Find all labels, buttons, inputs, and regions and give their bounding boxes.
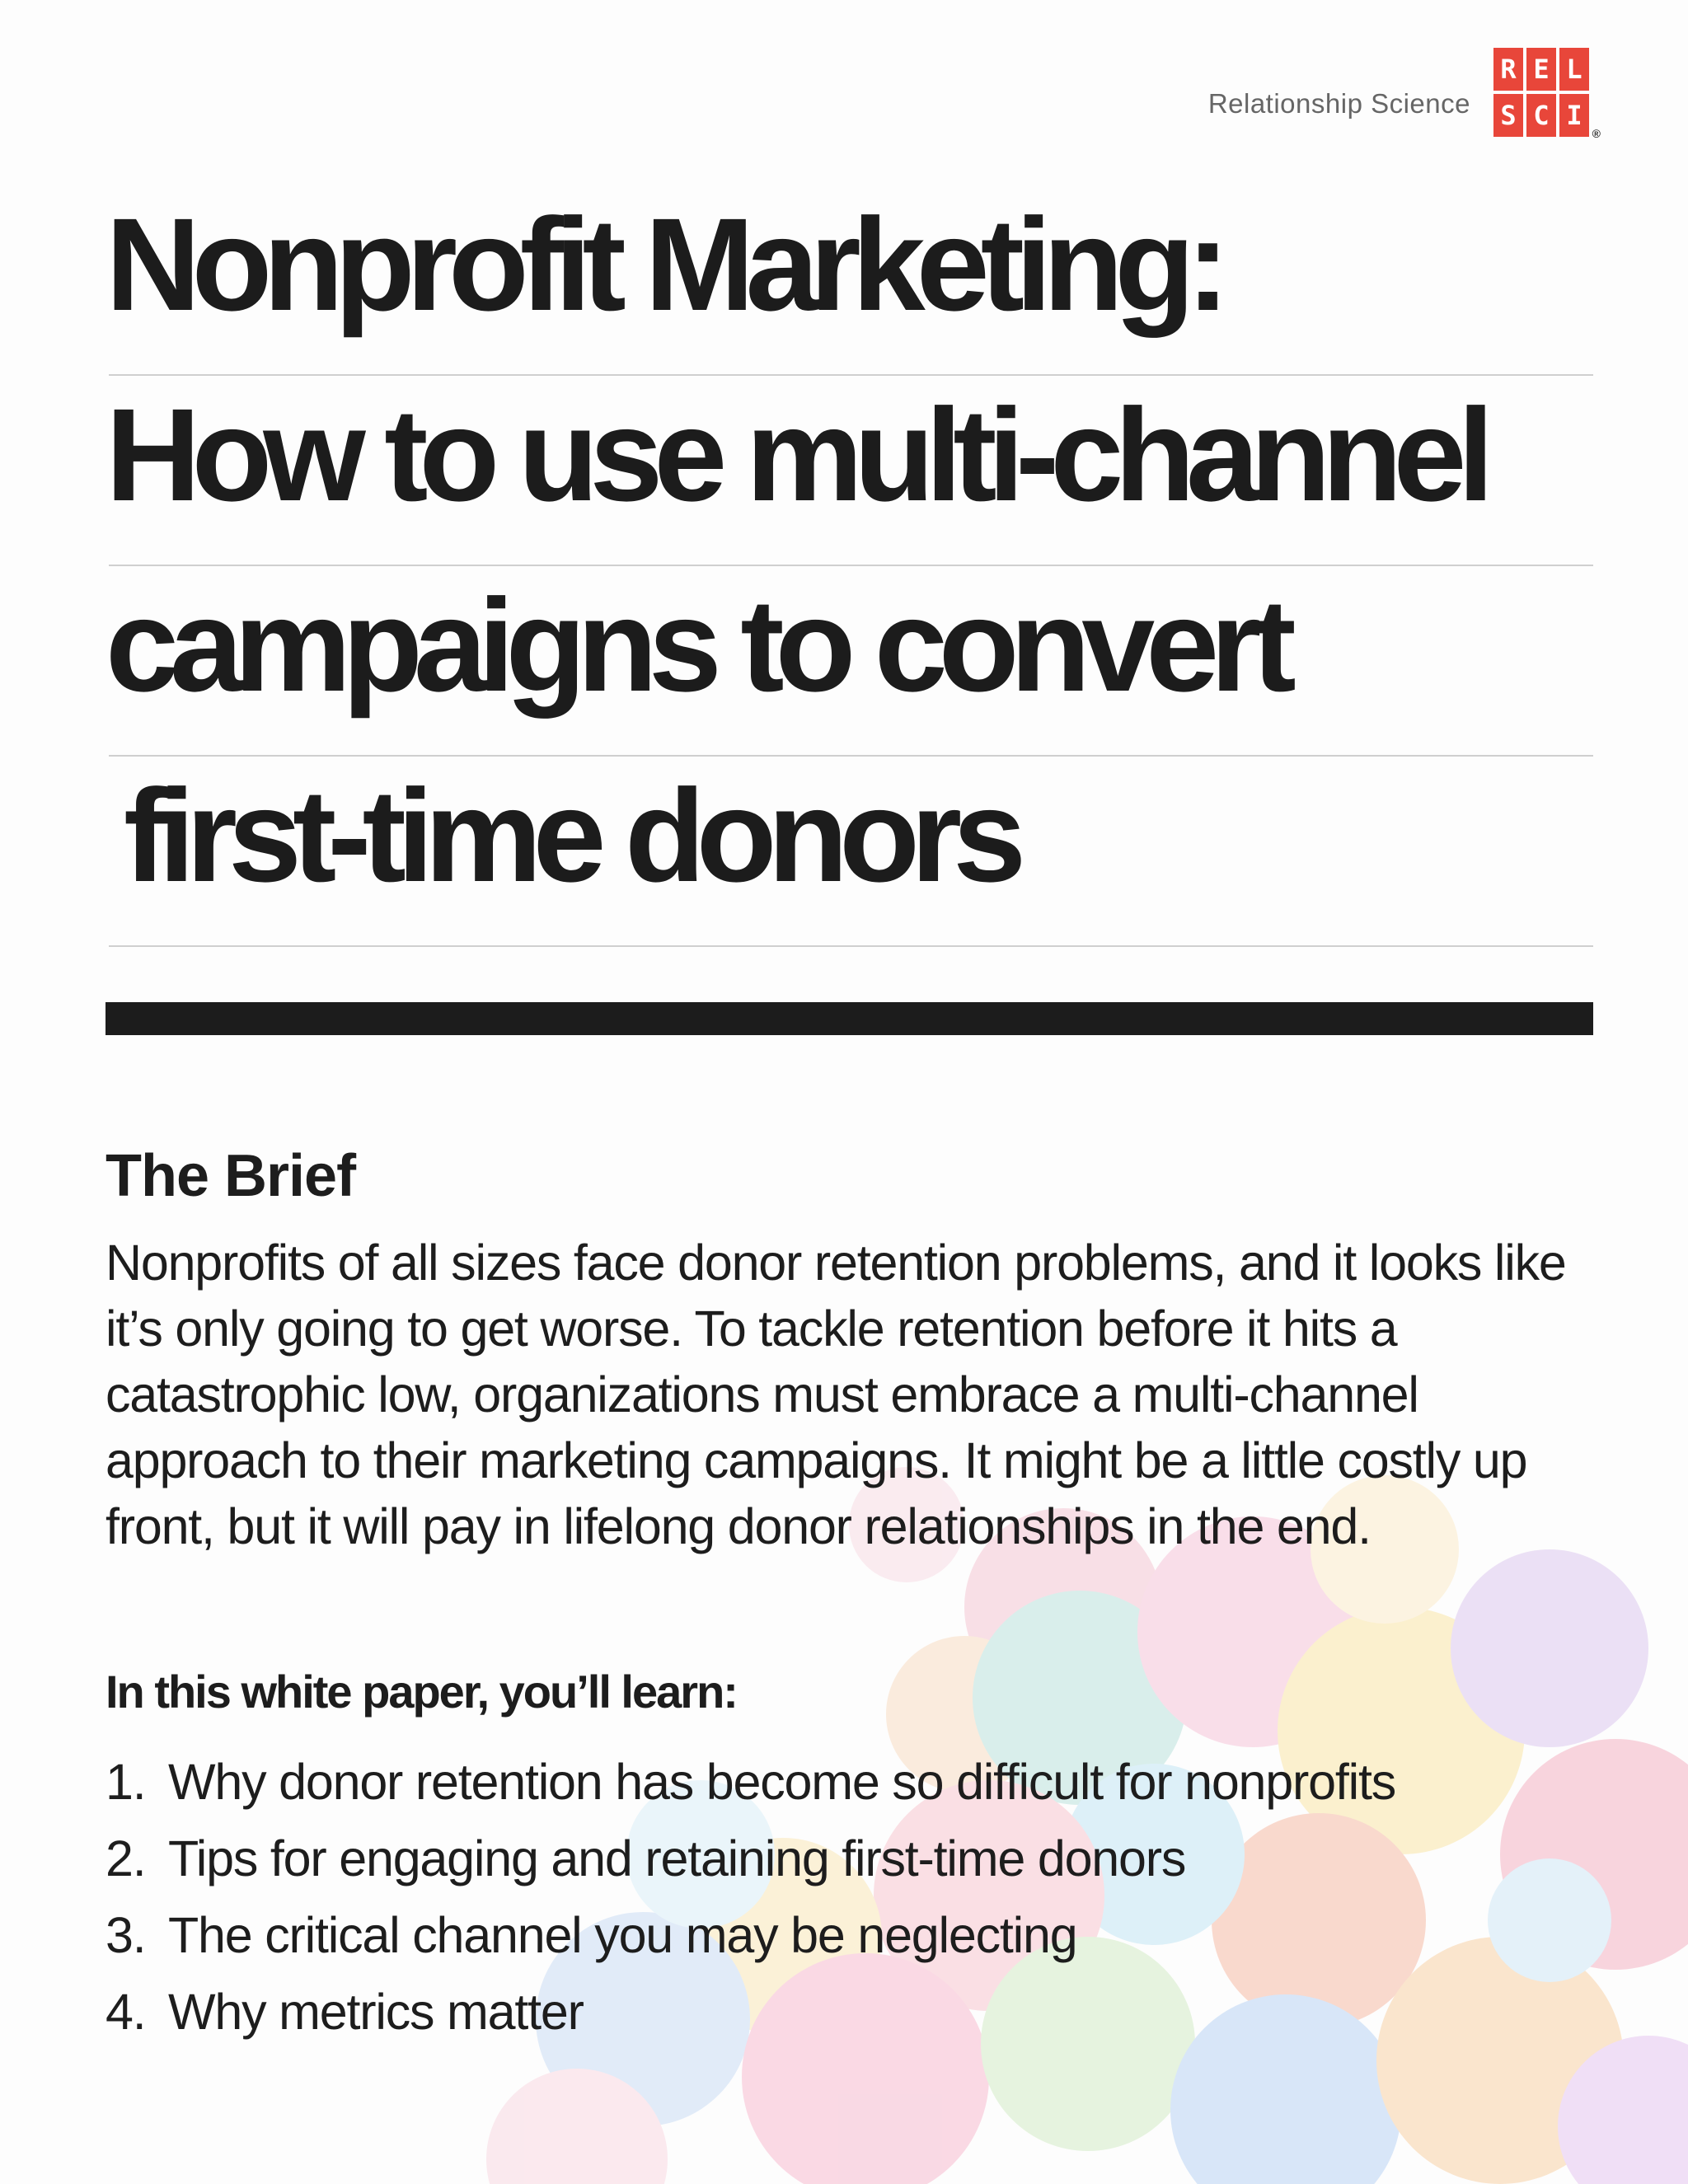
- page-title: [106, 186, 1593, 948]
- logo-letter: C: [1526, 94, 1556, 137]
- learn-heading: In this white paper, you’ll learn:: [106, 1666, 737, 1718]
- title-line-text: How to use multi-channel: [106, 381, 1485, 528]
- title-underline: [109, 374, 1593, 376]
- brand-header: [1207, 48, 1601, 140]
- brief-body: Nonprofits of all sizes face donor retention problems, and it looks like it’s only going to get worse. To tackle retention before it hits a catastrophic low, organizations must embrace a multi-channel approach to their marketing campaigns. It might be a little costly up front, but it will pay in lifelong donor relationships in the end.: [106, 1235, 1566, 1554]
- title-underline: [109, 565, 1593, 566]
- title-underline: [109, 755, 1593, 757]
- brand-name: Relationship Science: [1207, 88, 1470, 119]
- title-line: [106, 567, 1593, 757]
- section-divider: [106, 1002, 1593, 1035]
- title-line-text: first-time donors: [124, 762, 1018, 909]
- list-item: [106, 1897, 1395, 1974]
- registered-mark: ®: [1592, 127, 1601, 140]
- title-line-text: campaigns to convert: [106, 571, 1287, 719]
- title-line: [106, 757, 1593, 948]
- list-item: [106, 1974, 1395, 2050]
- list-item-number: 2.: [106, 1830, 146, 1886]
- list-item-text: The critical channel you may be neglecting: [168, 1907, 1077, 1963]
- title-line: [106, 377, 1593, 567]
- logo-letter: L: [1559, 48, 1589, 91]
- relsci-logo: [1493, 48, 1601, 140]
- logo-letter: E: [1526, 48, 1556, 91]
- list-item-number: 1.: [106, 1754, 146, 1810]
- list-item-number: 3.: [106, 1907, 146, 1963]
- title-line-text: Nonprofit Marketing:: [106, 190, 1221, 338]
- list-item-text: Why donor retention has become so difficult for nonprofits: [168, 1754, 1395, 1810]
- title-line: [106, 186, 1593, 377]
- title-underline: [109, 945, 1593, 947]
- list-item-text: Why metrics matter: [168, 1984, 584, 2040]
- list-item-text: Tips for engaging and retaining first-time donors: [168, 1830, 1186, 1886]
- list-item: [106, 1744, 1395, 1821]
- logo-letter: I: [1559, 94, 1589, 137]
- list-item: [106, 1821, 1395, 1897]
- list-item-number: 4.: [106, 1984, 146, 2040]
- brief-heading: The Brief: [106, 1143, 356, 1209]
- learn-list: [106, 1744, 1395, 2050]
- logo-letter: R: [1493, 48, 1523, 91]
- logo-letter: S: [1493, 94, 1523, 137]
